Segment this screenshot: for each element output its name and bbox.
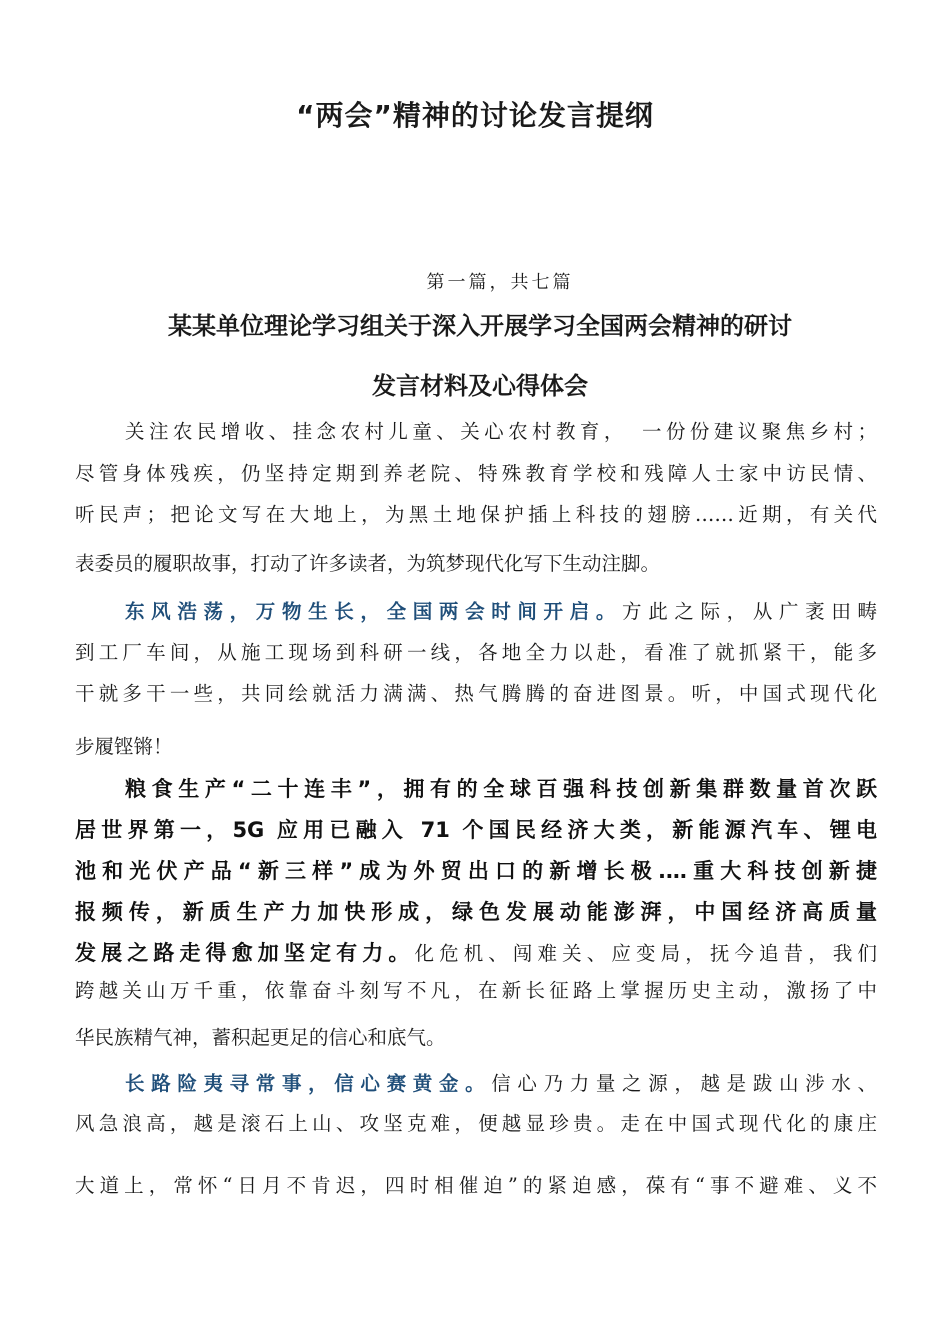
article-title-line-2: 发言材料及心得体会 — [372, 372, 588, 400]
paragraph-1-line-3: 听民声；把论文写在大地上，为黑土地保护插上科技的翅膀……近期，有关代 — [75, 503, 877, 526]
paragraph-4-highlight: 长路险夷寻常事，信心赛黄金。 — [125, 1072, 492, 1095]
paragraph-3-line-7: 华民族精气神，蓄积起更足的信心和底气。 — [75, 1026, 446, 1049]
paragraph-3-bold-tail: 发展之路走得愈加坚定有力。 — [75, 941, 415, 965]
paragraph-1-line-1: 关注农民增收、挂念农村儿童、关心农村教育， 一份份建议聚焦乡村； — [125, 420, 877, 443]
paragraph-2-line-2: 到工厂车间，从施工现场到科研一线，各地全力以赴，看准了就抓紧干，能多 — [75, 641, 877, 664]
paragraph-4-line-2: 风急浪高，越是滚石上山、攻坚克难，便越显珍贵。走在中国式现代化的康庄 — [75, 1112, 877, 1135]
paragraph-3-bold-line-1: 粮食生产“二十连丰”，拥有的全球百强科技创新集群数量首次跃 — [125, 777, 877, 801]
part-label: 第一篇，共七篇 — [426, 272, 574, 293]
paragraph-4-line-1 — [75, 1068, 877, 1096]
paragraph-3-bold-line-3: 池和光伏产品“新三样”成为外贸出口的新增长极.…重大科技创新捷 — [75, 859, 877, 883]
paragraph-4-line-1-rest: 信心乃力量之源，越是跋山涉水、 — [491, 1072, 877, 1095]
paragraph-3-line-6: 跨越关山万千重，依靠奋斗刻写不凡，在新长征路上掌握历史主动，激扬了中 — [75, 979, 877, 1002]
paragraph-2-highlight: 东风浩荡，万物生长，全国两会时间开启。 — [125, 600, 623, 623]
paragraph-4-line-3: 大道上，常怀“日月不肯迟，四时相催迫”的紧迫感，葆有“事不避难、义不 — [75, 1174, 877, 1197]
document-title: “两会”精神的讨论发言提纲 — [296, 99, 654, 132]
paragraph-2-line-1 — [75, 596, 877, 624]
paragraph-3-bold-line-2: 居世界第一，5G 应用已融入 71 个国民经济大类，新能源汽车、锂电 — [75, 818, 877, 842]
paragraph-1-line-4: 表委员的履职故事，打动了许多读者，为筑梦现代化写下生动注脚。 — [75, 552, 661, 575]
paragraph-2-line-1-rest: 方此之际，从广袤田畴 — [622, 600, 877, 623]
paragraph-1-line-2: 尽管身体残疾，仍坚持定期到养老院、特殊教育学校和残障人士家中访民情、 — [75, 462, 877, 485]
paragraph-3-line-5 — [75, 937, 877, 967]
paragraph-2-line-3: 干就多干一些，共同绘就活力满满、热气腾腾的奋进图景。听，中国式现代化 — [75, 682, 877, 705]
article-title-line-1: 某某单位理论学习组关于深入开展学习全国两会精神的研讨 — [168, 312, 792, 340]
paragraph-2-line-4: 步履铿锵！ — [75, 735, 173, 758]
paragraph-3-line-5-rest: 化危机、闯难关、应变局，抚今追昔，我们 — [414, 942, 877, 965]
paragraph-3-bold-line-4: 报频传，新质生产力加快形成，绿色发展动能澎湃，中国经济高质量 — [75, 900, 877, 924]
